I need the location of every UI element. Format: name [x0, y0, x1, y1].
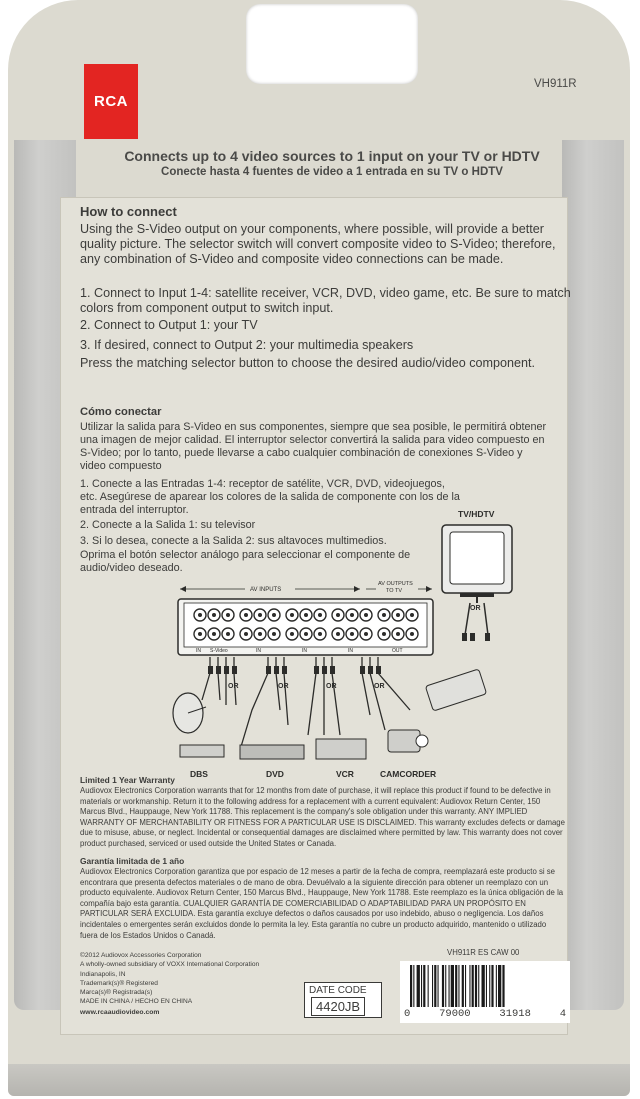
barcode-digit-group: 0 [404, 1008, 411, 1020]
step-number: 2. [80, 519, 90, 531]
barcode-bar [465, 965, 466, 1007]
barcode-bar [469, 965, 470, 1007]
como-intro: Utilizar la salida para S-Video en sus componentes, siempre que sea posible, le permitirá obtener una imagen de mejor calidad. El interruptor selector convertirá la salida para video compuesto en S-Video; por lo tanto, puede llevarse a cabo cualquier combinación de conexiones S-Video y video compuesto [80, 421, 547, 472]
barcode-bar [498, 965, 501, 1007]
source-label-camcorder: CAMCORDER [380, 769, 437, 779]
blister-edge-right [562, 140, 624, 1010]
corp-line: Indianapolis, IN [80, 970, 126, 978]
barcode-bar [489, 965, 490, 1007]
camcorder-or-label: OR [374, 683, 385, 690]
website: www.rcaaudiovideo.com [80, 1009, 160, 1016]
step-text: Conecte a las Entradas 1-4: receptor de satélite, VCR, DVD, videojuegos, etc. Asegúrese de aparear los colores de la salida de componente con los de la entrada del interruptor. [80, 478, 460, 516]
brand-name: RCA [94, 93, 128, 110]
panel-label-in-4: IN [348, 648, 353, 654]
barcode-bar [451, 965, 454, 1007]
model-number: VH911R [534, 78, 577, 90]
barcode-bar [475, 965, 477, 1007]
barcode-bar [455, 965, 457, 1007]
como-outro: Oprima el botón selector análogo para seleccionar el componente de audio/video deseado. [80, 549, 411, 574]
source-label-vcr: VCR [336, 769, 354, 779]
panel-label-in-3: IN [302, 648, 307, 654]
barcode-bar [482, 965, 485, 1007]
barcode-bar [502, 965, 504, 1007]
av-outputs-label: AV OUTPUTS [378, 581, 413, 587]
source-label-dvd: DVD [266, 769, 284, 779]
tv-or-label: OR [470, 605, 481, 612]
panel-label-out: OUT [392, 648, 403, 654]
step-number: 1. [80, 286, 91, 300]
barcode-bar [472, 965, 474, 1007]
step-number: 3. [80, 535, 90, 547]
barcode-digit-group: 4 [559, 1008, 566, 1020]
barcode-bar [410, 965, 412, 1007]
corp-line: ©2012 Audiovox Accessories Corporation [80, 952, 202, 959]
vcr-or-label: OR [326, 683, 337, 690]
av-outputs-header [366, 581, 432, 594]
part-code: VH911R ES CAW 00 [447, 948, 520, 957]
warranty-heading-en: Limited 1 Year Warranty [80, 775, 175, 785]
how-to-step-3 [80, 338, 572, 353]
barcode-bar [421, 965, 422, 1007]
tv-illustration [442, 509, 512, 641]
barcode-digit-group: 79000 [439, 1008, 471, 1020]
step-text: Connect to Input 1-4: satellite receiver, VCR, DVD, video game, etc. Be sure to match colors from component output to switch input. [80, 286, 571, 315]
barcode-bar [458, 965, 459, 1007]
step-text: If desired, connect to Output 2: your multimedia speakers [94, 338, 414, 352]
step-text: Si lo desea, conecte a la Salida 2: sus altavoces multimedios. [92, 535, 387, 547]
barcode-bar [438, 965, 439, 1007]
camcorder-illustration [380, 669, 487, 779]
como-heading: Cómo conectar [80, 406, 162, 418]
dbs-or-label: OR [228, 683, 239, 690]
source-label-dbs: DBS [190, 769, 208, 779]
warranty-text-es: Audiovox Electronics Corporation garantiza que por espacio de 12 meses a partir de la fecha de compra, reemplazará este producto si se encontrara que presenta defectos materiales o de mano de obra. Devuélvalo a la siguiente dirección para obtener un reemplazo con un producto equivalente. Audiovox Return Center, 150 Marcus Blvd., Hauppauge, New York 11788. Este reemplazo es la única obligación de la compañía bajo esta garantía. CUALQUIER GARANTÍA DE COMERCIABILIDAD O ADAPTABILIDAD PARA UN PROPÓSITO EN PARTICULAR SERÁ EXCLUIDA. Esta garantía excluye defectos o daños causados por uso indebido, abuso o negligencia. Los daños incidentales o emergentes serán excluidos donde lo permita la ley. Esta garantía no cubre un producto adquirido, mantenido o utilizado fuera de los Estados Unidos o Canadá. [80, 867, 564, 940]
barcode-digits [400, 1008, 570, 1022]
corp-line: Marca(s)® Registrada(s) [80, 989, 153, 997]
step-number: 3. [80, 338, 91, 352]
how-to-step-1 [80, 286, 572, 316]
plugs [208, 666, 381, 674]
tagline-spanish: Conecte hasta 4 fuentes de video a 1 entrada en su TV o HDTV [161, 166, 503, 178]
barcode-bar [413, 965, 414, 1007]
barcode-bar [423, 965, 425, 1007]
barcode-bar [462, 965, 464, 1007]
step-text: Conecte a la Salida 1: su televisor [92, 519, 256, 531]
panel-label-in-2: IN [256, 648, 261, 654]
barcode-bar [432, 965, 433, 1007]
tv-label: TV/HDTV [458, 509, 495, 519]
switch-panel [178, 599, 433, 655]
rca-logo [84, 64, 138, 139]
av-inputs-header [180, 583, 360, 593]
how-to-heading: How to connect [80, 204, 177, 219]
how-to-outro: Press the matching selector button to choose the desired audio/video component. [80, 356, 536, 370]
av-inputs-label: AV INPUTS [250, 587, 282, 593]
panel-label-in-1: IN [196, 648, 201, 654]
av-outputs-label-2: TO TV [386, 588, 402, 594]
corporate-info [80, 951, 280, 1007]
barcode-bar [491, 965, 493, 1007]
how-to-step-2 [80, 318, 572, 333]
hang-hole [246, 4, 418, 84]
barcode-bar [449, 965, 450, 1007]
barcode-bar [496, 965, 497, 1007]
step-number: 2. [80, 318, 91, 332]
barcode-digit-group: 31918 [499, 1008, 531, 1020]
barcode-bar [445, 965, 446, 1007]
panel-label-svideo: S-Video [210, 648, 228, 654]
how-to-intro: Using the S-Video output on your components, where possible, will provide a better quality picture. The selector switch will convert composite video to S-Video; therefore, any combination of S-Video and composite video connections can be made. [80, 222, 556, 266]
barcode-bar [478, 965, 479, 1007]
barcode-bar [442, 965, 444, 1007]
warranty-heading-es: Garantía limitada de 1 año [80, 856, 185, 866]
barcode-bar [486, 965, 487, 1007]
vcr-illustration [316, 739, 366, 779]
barcode-bar [417, 965, 420, 1007]
date-code-value: 4420JB [311, 997, 365, 1016]
barcode-bar [434, 965, 436, 1007]
warranty-text-en: Audiovox Electronics Corporation warrants that for 12 months from date of purchase, it will replace this product if found to be defective in materials or workmanship. Return it to the following address for a replacement with a current equivalent: Audiovox Return Center, 150 Marcus Blvd., Hauppauge, New York 11788. This replacement is the company's sole obligation under this warranty. ANY IMPLIED WARRANTY OF MERCHANTABILITY OR FITNESS FOR A PARTICULAR USE IS DISCLAIMED. This warranty excludes defects or damage due to misuse, abuse, or neglect. Incidental or consequential damages are disclaimed where permitted by law. This warranty does not cover product purchased, serviced or used outside the United States or Canada. [80, 786, 565, 848]
date-code-label: DATE CODE [309, 985, 367, 996]
step-number: 1. [80, 478, 90, 490]
corp-line: Trademark(s)® Registered [80, 979, 158, 987]
dvd-illustration [240, 745, 304, 779]
corp-line: MADE IN CHINA / HECHO EN CHINA [80, 998, 193, 1006]
connection-diagram [170, 505, 540, 785]
tagline-english: Connects up to 4 video sources to 1 input on your TV or HDTV [124, 148, 540, 164]
corp-line: A wholly-owned subsidiary of VOXX International Corporation [80, 961, 260, 969]
dbs-illustration [173, 693, 224, 779]
dvd-or-label: OR [278, 683, 289, 690]
blister-edge-bottom [8, 1064, 630, 1096]
date-code-box [304, 982, 382, 1018]
step-text: Connect to Output 1: your TV [94, 318, 258, 332]
barcode-bar [428, 965, 429, 1007]
